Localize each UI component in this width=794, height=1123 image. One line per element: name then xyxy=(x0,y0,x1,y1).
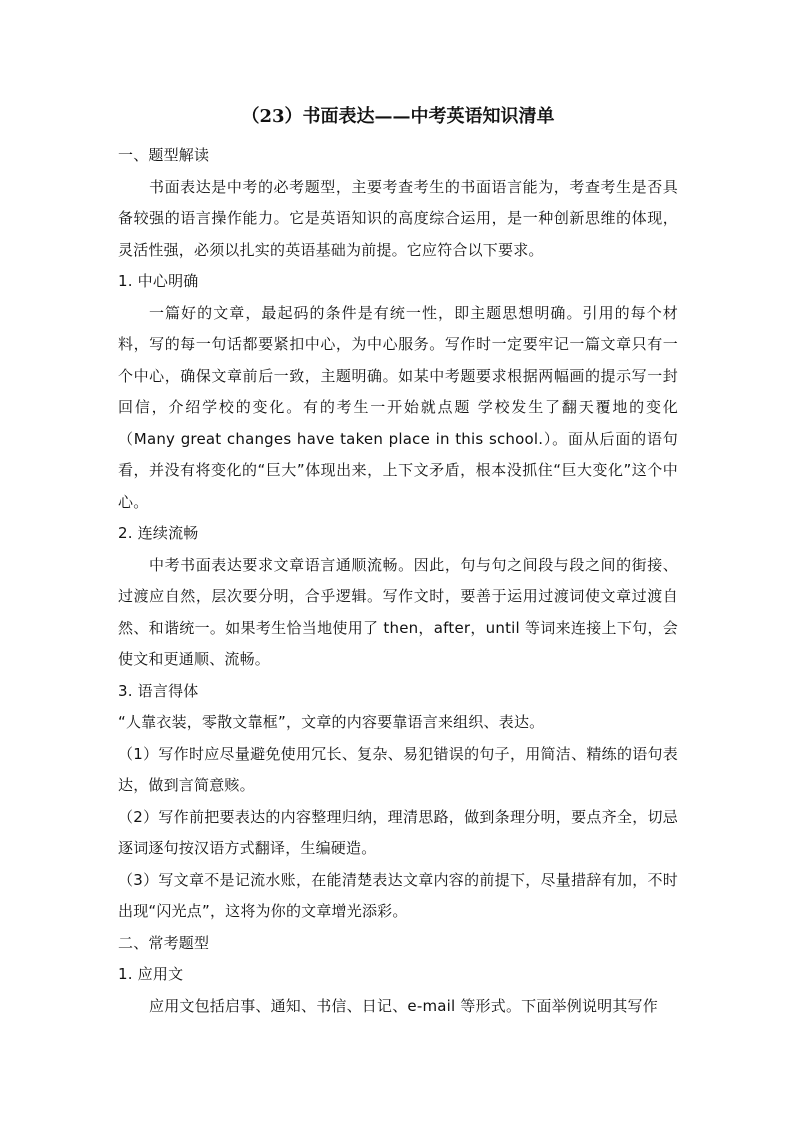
list-item: （3）写文章不是记流水账，在能清楚表达文章内容的前提下，尽量措辞有加，不时出现“闪光点”，这将为你的文章增光添彩。 xyxy=(118,870,678,920)
list-item: （2）写作前把要表达的内容整理归纳，理清思路，做到条理分明，要点齐全，切忌逐词逐句按汉语方式翻译，生编硬造。 xyxy=(118,807,678,857)
paragraph: “人靠衣装，零散文靠框”，文章的内容要靠语言来组织、表达。 xyxy=(118,713,545,731)
subsection-heading: 1. 中心明确 xyxy=(118,272,199,290)
paragraph: 中考书面表达要求文章语言通顺流畅。因此，句与句之间段与段之间的街接、过渡应自然，层次要分明，合乎逻辑。写作文时，要善于运用过渡词使文章过渡自然、和谐统一。如果考生恰当地使用了 then，after，until 等词来连接上下句，会使文和更通顺、流畅。 xyxy=(118,555,678,668)
paragraph: 书面表达是中考的必考题型，主要考查考生的书面语言能为，考查考生是否具备较强的语言操作能力。它是英语知识的高度综合运用，是一种创新思维的体现，灵活性强，必须以扎实的英语基础为前提。它应符合以下要求。 xyxy=(118,177,678,259)
subsection-heading: 2. 连续流畅 xyxy=(118,524,199,542)
paragraph: 应用文包括启事、通知、书信、日记、e-mail 等形式。下面举例说明其写作 xyxy=(149,996,658,1015)
section-heading: 一、题型解读 xyxy=(118,146,210,164)
list-item: （1）写作时应尽量避免使用冗长、复杂、易犯错误的句子，用简洁、精练的语句表达，做到言简意赅。 xyxy=(118,744,678,794)
subsection-heading: 1. 应用文 xyxy=(118,965,184,983)
document-title: （23）书面表达——中考英语知识清单 xyxy=(241,106,555,127)
subsection-heading: 3. 语言得体 xyxy=(118,681,199,700)
paragraph: 一篇好的文章，最起码的条件是有统一性，即主题思想明确。引用的每个材料，写的每一句话都要紧扣中心，为中心服务。写作时一定要牢记一篇文章只有一个中心，确保文章前后一致，主题明确。如某中考题要求根据两幅画的提示写一封回信，介绍学校的变化。有的考生一开始就点题 学校发生了翻天覆地的变化（Many great changes have taken place in this school.）。面从后面的语句看，并没有将变化的“巨大”体现出来，上下文矛盾，根本没抓住“巨大变化”这个中心。 xyxy=(118,303,678,511)
section-heading: 二、常考题型 xyxy=(118,933,210,952)
document-body xyxy=(118,140,678,1022)
